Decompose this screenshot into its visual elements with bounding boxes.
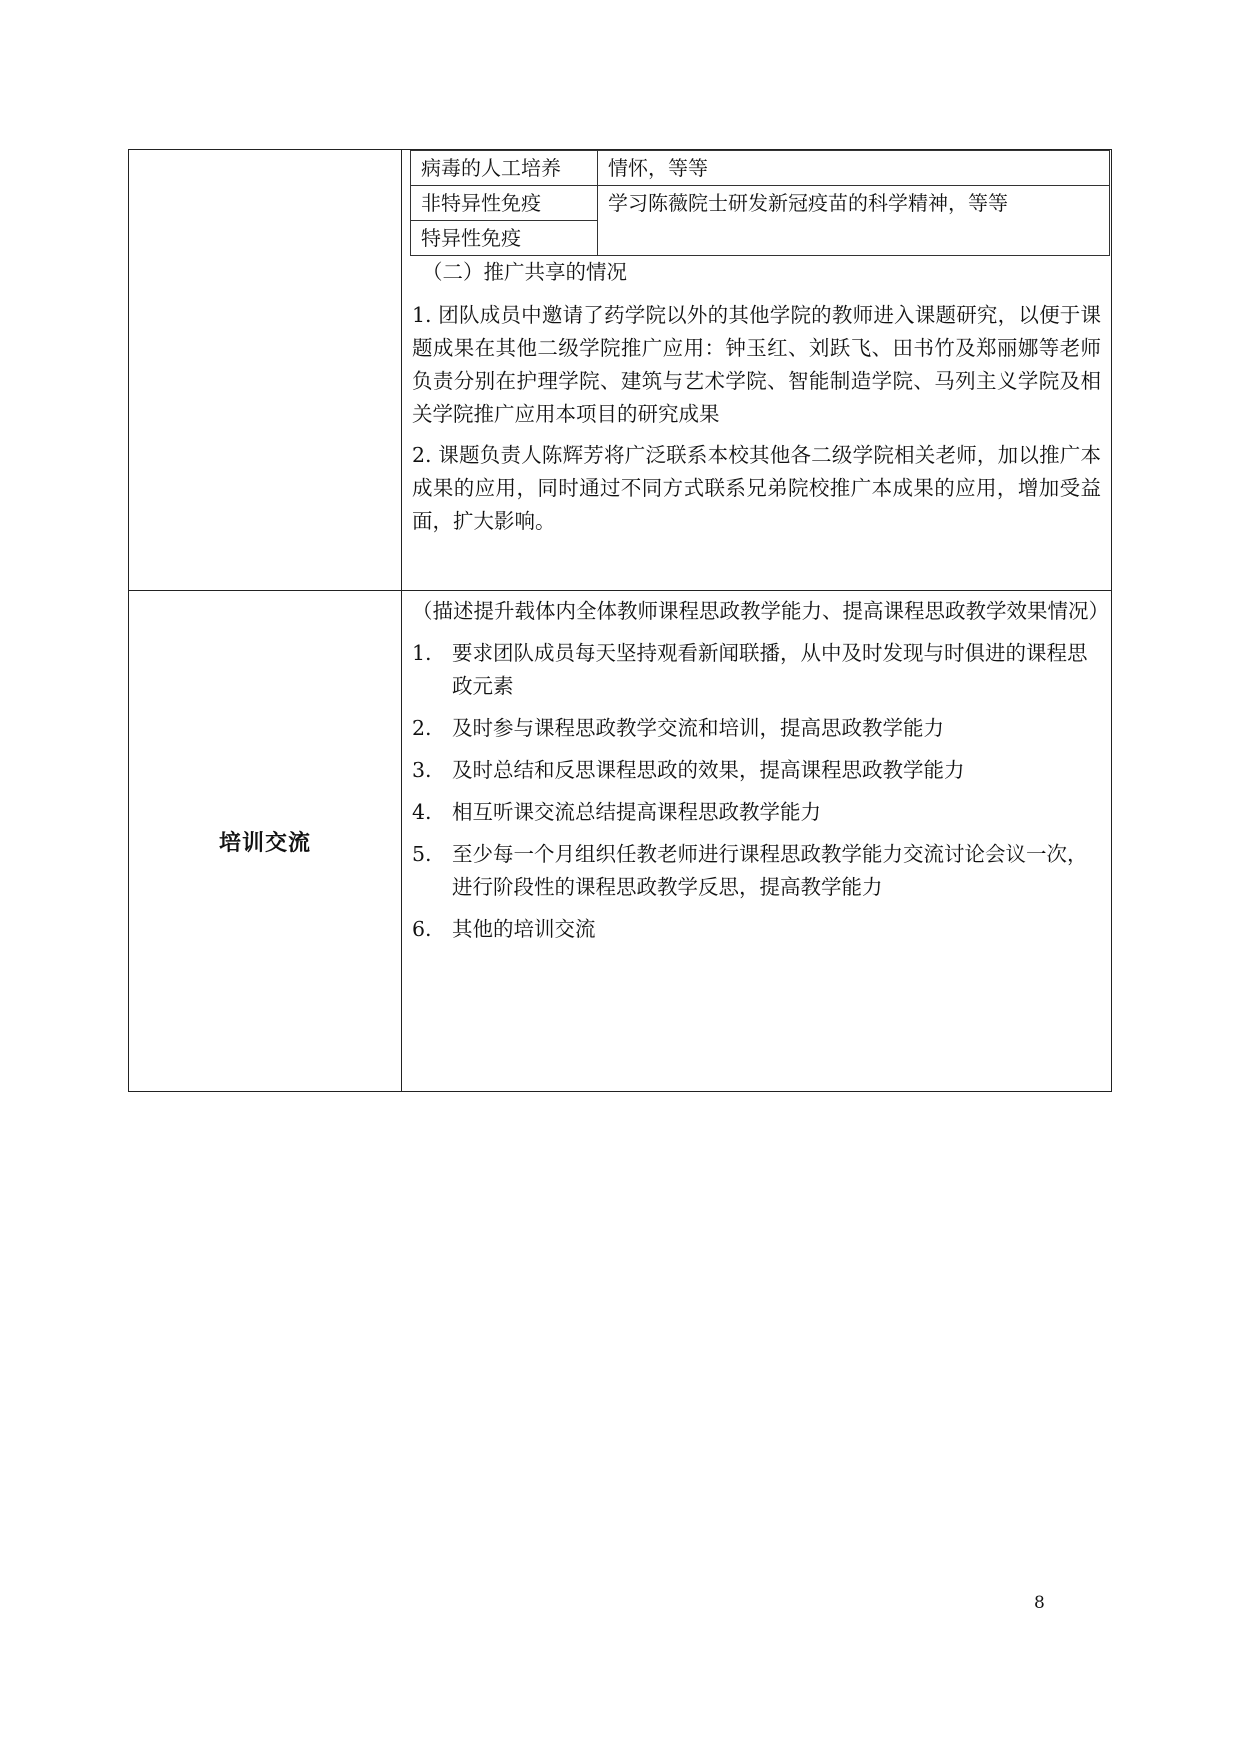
content-cell-training xyxy=(402,591,1112,1092)
inner-table xyxy=(410,150,1110,256)
inner-row xyxy=(411,186,1110,221)
promotion-content xyxy=(402,256,1111,538)
content-cell-promotion xyxy=(402,150,1112,591)
list-item xyxy=(412,796,1101,829)
list-item xyxy=(412,754,1101,787)
inner-cell: 非特异性免疫 xyxy=(411,186,598,221)
paragraph: 2. 课题负责人陈辉芳将广泛联系本校其他各二级学院相关老师，加以推广本成果的应用，同时通过不同方式联系兄弟院校推广本成果的应用，增加受益面，扩大影响。 xyxy=(412,443,1101,533)
list-item xyxy=(412,838,1101,904)
list-text: 及时总结和反思课程思政的效果，提高课程思政教学能力 xyxy=(452,758,965,782)
list-text: 至少每一个月组织任教老师进行课程思政教学能力交流讨论会议一次，进行阶段性的课程思政教学反思，提高教学能力 xyxy=(452,842,1088,899)
list-number: 6. xyxy=(412,917,432,941)
list-number: 2. xyxy=(412,716,432,740)
main-table xyxy=(128,149,1112,1092)
section-heading: （二）推广共享的情况 xyxy=(422,260,627,284)
table-row-promotion xyxy=(129,150,1112,591)
inner-cell: 病毒的人工培养 xyxy=(411,151,598,186)
list-number: 5. xyxy=(412,842,432,866)
list-item xyxy=(412,913,1101,946)
inner-cell: 情怀，等等 xyxy=(598,151,1110,186)
list-item xyxy=(412,712,1101,745)
list-number: 4. xyxy=(412,800,432,824)
inner-cell: 特异性免疫 xyxy=(411,221,598,256)
list-number: 1. xyxy=(412,641,432,665)
intro-text: （描述提升载体内全体教师课程思政教学能力、提高课程思政教学效果情况） xyxy=(412,599,1109,623)
inner-row xyxy=(411,151,1110,186)
training-content xyxy=(402,595,1111,946)
label-cell-training xyxy=(129,591,402,1092)
list-text: 其他的培训交流 xyxy=(452,917,596,941)
row-label: 培训交流 xyxy=(218,830,311,856)
inner-cell: 学习陈薇院士研发新冠疫苗的科学精神，等等 xyxy=(598,186,1110,256)
page-number: 8 xyxy=(1034,1593,1045,1613)
list-text: 相互听课交流总结提高课程思政教学能力 xyxy=(452,800,821,824)
list-text: 及时参与课程思政教学交流和培训，提高思政教学能力 xyxy=(452,716,944,740)
table-row-training xyxy=(129,591,1112,1092)
list-number: 3. xyxy=(412,758,432,782)
list-item xyxy=(412,637,1101,703)
paragraph: 1. 团队成员中邀请了药学院以外的其他学院的教师进入课题研究，以便于课题成果在其他二级学院推广应用：钟玉红、刘跃飞、田书竹及郑丽娜等老师负责分别在护理学院、建筑与艺术学院、智能制造学院、马列主义学院及相关学院推广应用本项目的研究成果 xyxy=(412,303,1101,426)
list-text: 要求团队成员每天坚持观看新闻联播，从中及时发现与时俱进的课程思政元素 xyxy=(452,641,1088,698)
label-cell-empty xyxy=(129,150,402,591)
